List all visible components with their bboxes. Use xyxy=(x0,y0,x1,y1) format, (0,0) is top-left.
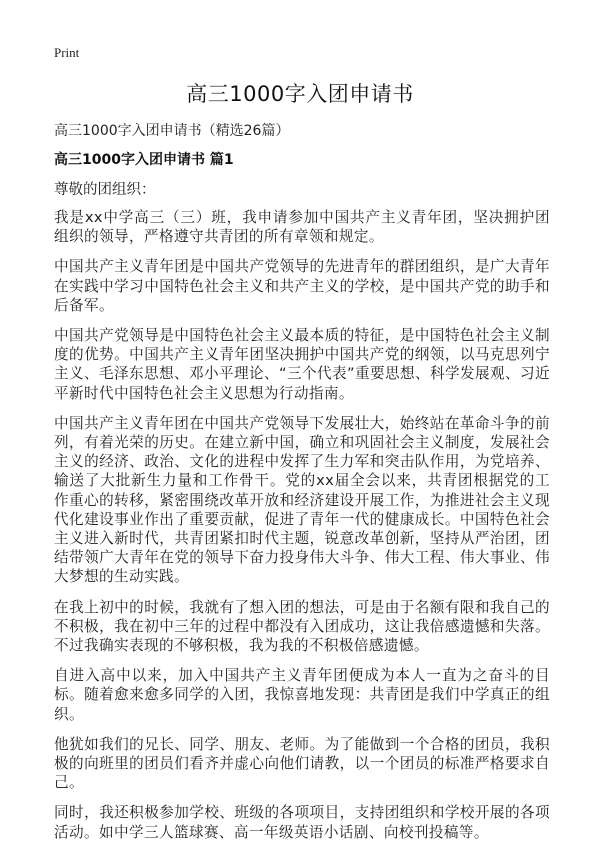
paragraph: 同时，我还积极参加学校、班级的各项项目，支持团组织和学校开展的各项活动。如中学三人篮球赛、高一年级英语小话剧、向校刊投稿等。 xyxy=(54,804,550,841)
print-label: Print xyxy=(54,45,80,60)
document-body xyxy=(54,208,550,853)
document-title: 高三1000字入团申请书 xyxy=(186,82,414,106)
paragraph: 在我上初中的时候，我就有了想入团的想法，可是由于名额有限和我自己的不积极，我在初中三年的过程中都没有入团成功，这让我倍感遗憾和失落。不过我确实表现的不够积极，我为我的不积极倍感遗憾。 xyxy=(54,598,550,655)
paragraph: 中国共产主义青年团是中国共产党领导的先进青年的群团组织，是广大青年在实践中学习中国特色社会主义和共产主义的学校，是中国共产党的助手和后备军。 xyxy=(54,258,550,314)
section-heading: 高三1000字入团申请书 篇1 xyxy=(54,152,234,168)
paragraph: 我是xx中学高三（三）班，我申请参加中国共产主义青年团，坚决拥护团组织的领导，严格遵守共青团的所有章领和规定。 xyxy=(54,209,550,246)
paragraph: 中国共产主义青年团在中国共产党领导下发展壮大，始终站在革命斗争的前列，有着光荣的历史。在建立新中国，确立和巩固社会主义制度，发展社会主义的经济、政治、文化的进程中发挥了生力军和突击队作用，为党培养、输送了大批新生力量和工作骨干。党的xx届全会以来，共青团根据党的工作重心的转移，紧密围绕改革开放和经济建设开展工作，为推进社会主义现代化建设事业作出了重要贡献，促进了青年一代的健康成长。中国特色社会主义进入新时代，共青团紧扣时代主题，锐意改革创新，坚持从严治团，团结带领广大青年在党的领导下奋力投身伟大斗争、伟大工程、伟大事业、伟大梦想的生动实践。 xyxy=(54,414,550,586)
greeting: 尊敬的团组织： xyxy=(54,182,156,198)
paragraph: 他犹如我们的兄长、同学、朋友、老师。为了能做到一个合格的团员，我积极的向班里的团员们看齐并虚心向他们请教，以一个团员的标准严格要求自己。 xyxy=(54,735,550,792)
document-subtitle: 高三1000字入团申请书（精选26篇） xyxy=(54,123,290,139)
paragraph: 中国共产党领导是中国特色社会主义最本质的特征，是中国特色社会主义制度的优势。中国共产主义青年团坚决拥护中国共产党的纲领，以马克思列宁主义、毛泽东思想、邓小平理论、“三个代表”重要思想、科学发展观、习近平新时代中国特色社会主义思想为行动指南。 xyxy=(54,327,550,402)
paragraph: 自进入高中以来，加入中国共产主义青年团便成为本人一直为之奋斗的目标。随着愈来愈多同学的入团，我惊喜地发现：共青团是我们中学真正的组织。 xyxy=(54,667,550,723)
